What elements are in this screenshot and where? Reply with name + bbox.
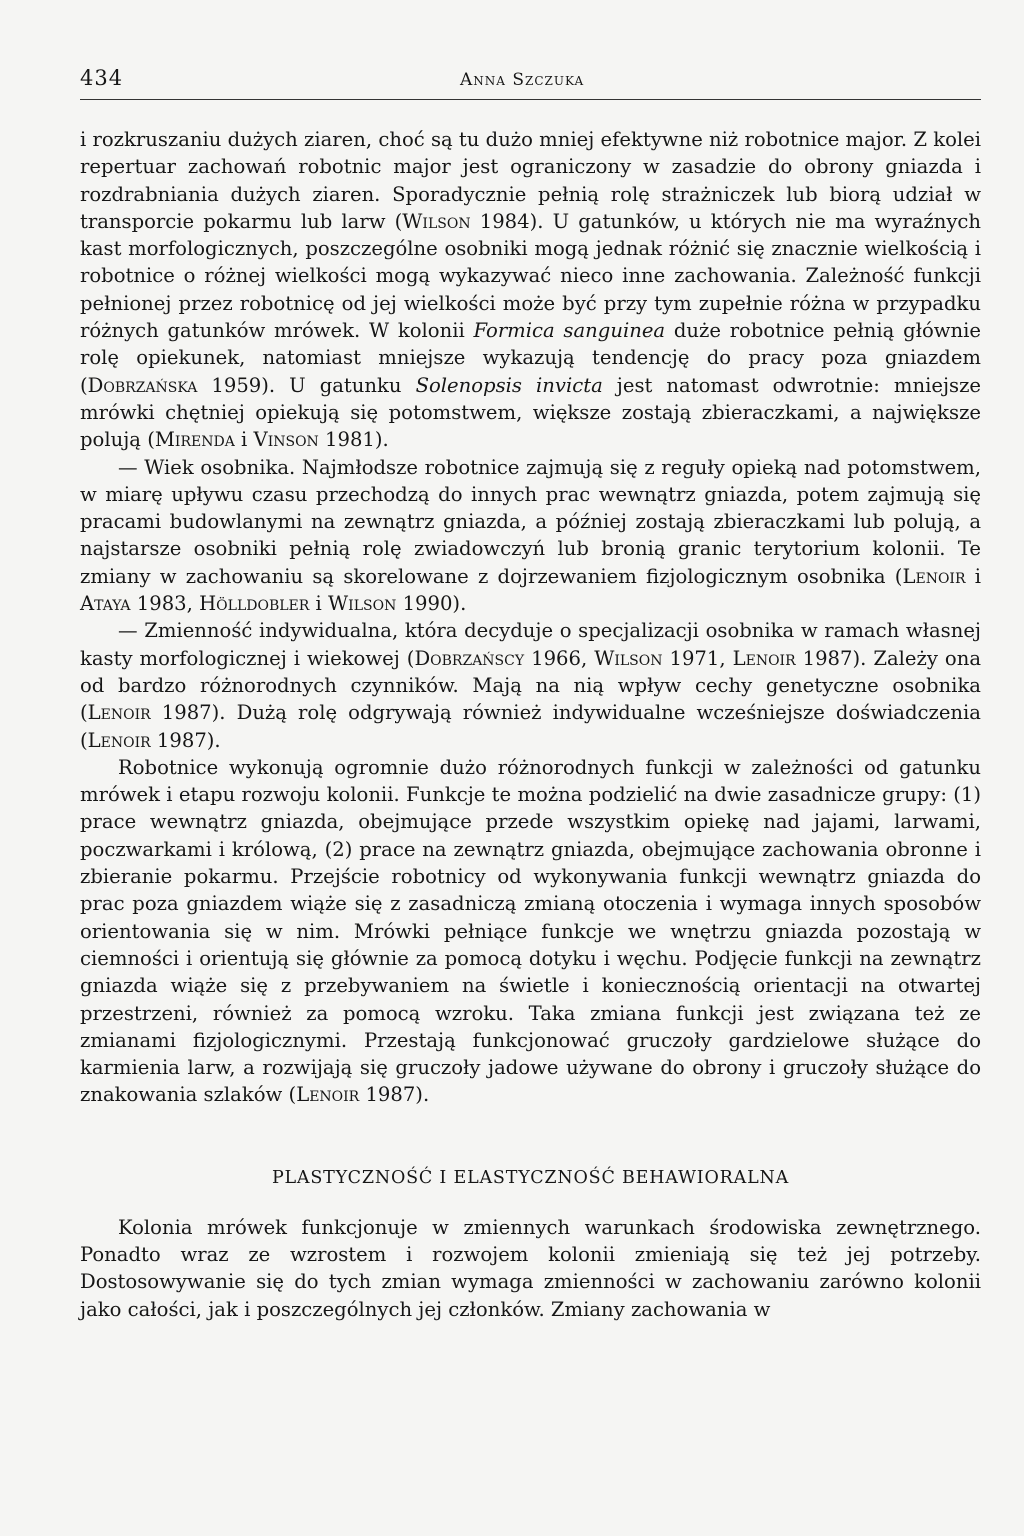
citation-author: Lenoir	[87, 701, 151, 725]
running-header	[80, 66, 981, 100]
page-number: 434	[80, 66, 124, 90]
citation-author: Hölldobler	[199, 592, 310, 616]
citation-author: Wilson	[402, 209, 471, 233]
paragraph-worker-functions: Robotnice wykonują ogromnie dużo różnorodnych funkcji w zależności od gatunku mrówek i etapu rozwoju kolonii. Funkcje te można podzielić na dwie zasadnicze grupy: (1) prace wewnątrz gniazda, obejmujące przede wszystkim opiekę nad jajami, larwami, poczwarkami i królową, (2) prace na zewnątrz gniazda, obejmujące zachowania obronne i zbieranie pokarmu. Przejście robotnicy od wykonywania funkcji wewnątrz gniazda do prac poza gniazdem wiąże się z zasadniczą zmianą otoczenia i wymaga innych sposobów orientowania się w nim. Mrówki pełniące funkcje we wnętrzu gniazda pozostają w ciemności i orientują się głównie za pomocą dotyku i węchu. Podjęcie funkcji na zewnątrz gniazda wiąże się z przebywaniem na świetle i koniecznością orientacji na otwartej przestrzeni, również za pomocą wzroku. Taka zmiana funkcji jest związana też ze zmianami fizjologicznymi. Przestają funkcjonować gruczoły gardzielowe służące do karmienia larw, a rozwijają się gruczoły jadowe używane do obrony i gruczoły służące do znakowania szlaków (Lenoir 1987).	[80, 755, 981, 1107]
paragraph-individual-variability: — Zmienność indywidualna, która decyduje o specjalizacji osobnika w ramach własnej kasty morfologicznej i wiekowej (Dobrzańscy 1966, Wilson 1971, Lenoir 1987). Zależy ona od bardzo różnorodnych czynników. Mają na nią wpływ cechy genetyczne osobnika (Lenoir 1987). Dużą rolę odgrywają również indywidualne wcześniejsze doświadczenia (Lenoir 1987).	[80, 619, 981, 752]
citation-author: Lenoir	[296, 1083, 360, 1107]
paragraph-plasticity: Kolonia mrówek funkcjonuje w zmiennych warunkach środowiska zewnętrznego. Ponadto wraz ze wzrostem i rozwojem kolonii zmieniają się też jej potrzeby. Dostosowywanie się do tych zmian wymaga zmienności w zachowaniu zarówno kolonii jako całości, jak i poszczególnych jej członków. Zmiany zachowania w	[80, 1215, 981, 1321]
citation-author: Mirenda	[154, 428, 235, 452]
section-heading: PLASTYCZNOŚĆ I ELASTYCZNOŚĆ BEHAWIORALNA	[271, 1167, 790, 1188]
citation-author: Wilson	[594, 646, 663, 670]
species-name: Formica sanguinea	[473, 319, 666, 343]
citation-author: Ataya	[80, 592, 131, 616]
paragraph-castes-size: i rozkruszaniu dużych ziaren, choć są tu dużo mniej efektywne niż robotnice major. Z kolei repertuar zachowań robotnic major jest ograniczony w zasadzie do obrony gniazda i rozdrabniania dużych ziaren. Sporadycznie pełnią rolę strażniczek lub biorą udział w transporcie pokarmu lub larw (Wilson 1984). U gatunków, u których nie ma wyraźnych kast morfologicznych, poszczególne osobniki mogą jednak różnić się znacznie wielkością i robotnice o różnej wielkości mogą wykazywać nieco inne zachowania. Zależność funkcji pełnionej przez robotnicę od jej wielkości może być przy tym zupełnie różna w przypadku różnych gatunków mrówek. W kolonii Formica sanguinea duże robotnice pełnią głównie rolę opiekunek, natomiast mniejsze wykazują tendencję do pracy poza gniazdem (Dobrzańska 1959). U gatunku Solenopsis invicta jest natomast odwrotnie: mniejsze mrówki chętniej opiekują się potomstwem, większe zostają zbieraczkami, a największe polują (Mirenda i Vinson 1981).	[80, 128, 982, 452]
citation-author: Lenoir	[732, 646, 796, 670]
body-text	[80, 126, 981, 1323]
species-name: Solenopsis invicta	[415, 373, 603, 397]
citation-author: Lenoir	[902, 564, 966, 588]
running-header-author: Anna Szczuka	[460, 70, 585, 90]
citation-author: Dobrzańska	[87, 373, 198, 397]
citation-author: Vinson	[253, 428, 319, 452]
paragraph-age: — Wiek osobnika. Najmłodsze robotnice zajmują się z reguły opieką nad potomstwem, w miarę upływu czasu przechodzą do innych prac wewnątrz gniazda, potem zajmują się pracami budowlanymi na zewnątrz gniazda, a później zostają zbieraczkami lub polują, a najstarsze osobniki pełnią rolę zwiadowczyń lub bronią granic terytorium kolonii. Te zmiany w zachowaniu są skorelowane z dojrzewaniem fizjologicznym osobnika (Lenoir i Ataya 1983, Hölldobler i Wilson 1990).	[80, 455, 982, 616]
citation-author: Wilson	[328, 592, 397, 616]
citation-author: Lenoir	[87, 728, 151, 752]
citation-author: Dobrzańscy	[414, 646, 525, 670]
